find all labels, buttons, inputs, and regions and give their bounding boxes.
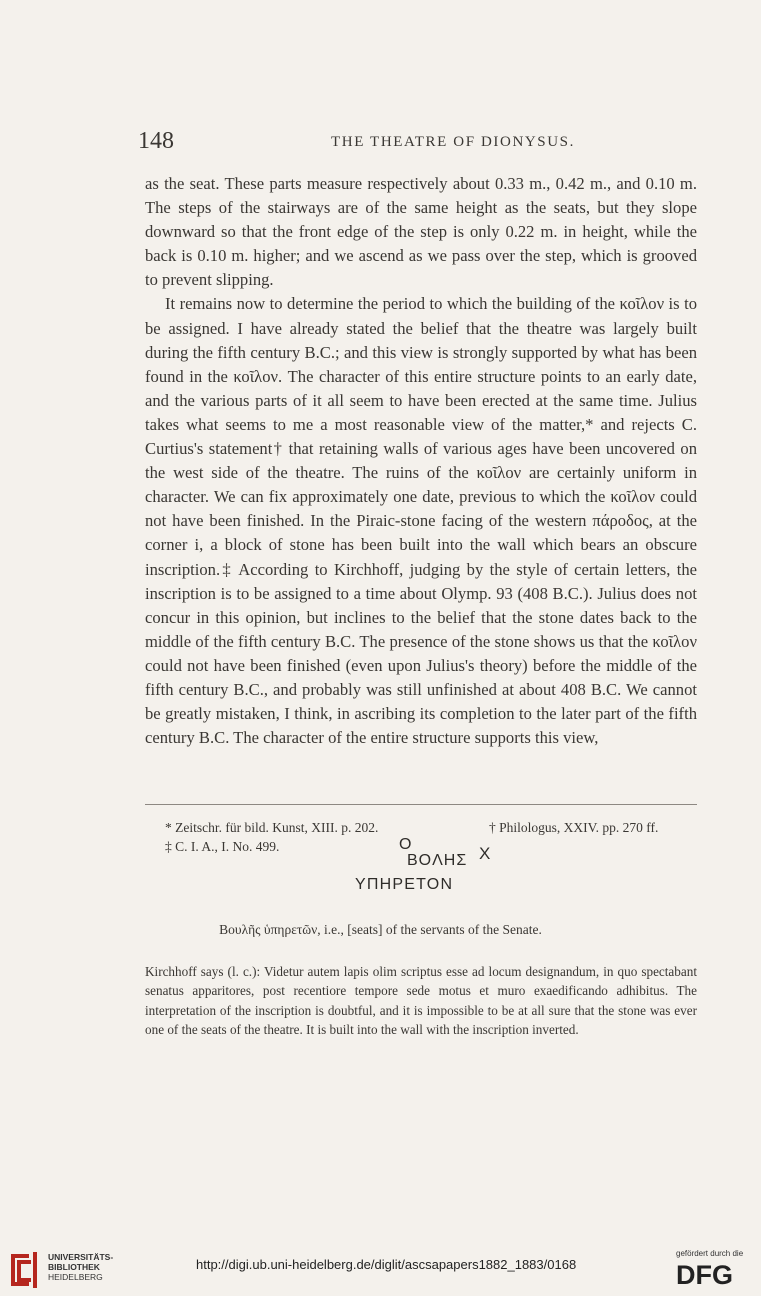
- inscription-mark-o: O: [399, 836, 412, 853]
- running-title: THE THEATRE OF DIONYSUS.: [331, 134, 575, 150]
- main-text: [145, 172, 697, 750]
- library-name-line-1: UNIVERSITÄTS-: [48, 1252, 114, 1262]
- inscription-caption: Βουλῆς ὑπηρετῶν, i.e., [seats] of the servants of the Senate.: [219, 922, 542, 937]
- university-library-name: [48, 1252, 113, 1282]
- paragraph-2: It remains now to determine the period to which the building of the κοῖλον is to be assigned. I have already stated the belief that the theatre was largely built during the fifth century B.C.; and this view is strongly supported by what has been found in the κοῖλον. The character of this entire structure points to an early date, and the various parts of it all seem to have been erected at the same time. Julius takes what seems to me a most reasonable view of the matter,* and rejects C. Curtius's statement† that retaining walls of various ages have been uncovered on the west side of the theatre. The ruins of the κοῖλον are certainly uniform in character. We can fix approximately one date, previous to which the κοῖλον could not have been finished. In the Piraic-stone facing of the western πάροδος, at the corner i, a block of stone has been built into the wall which bears an obscure inscription.‡ According to Kirchhoff, judging by the style of certain letters, the inscription is to be assigned to a time about Olymp. 93 (408 B.C.). Julius does not concur in this opinion, but inclines to the belief that the stone dates back to the middle of the fifth century B.C. The presence of the stone shows us that the κοῖλον could not have been finished (even upon Julius's theory) before the middle of the fifth century B.C., and probably was still unfinished at about 408 B.C. We cannot be greatly mistaken, I think, in ascribing its completion to the later part of the fifth century B.C. The character of the entire structure supports this view,: [145, 294, 697, 748]
- dfg-logo: DFG: [676, 1260, 733, 1290]
- university-library-logo-icon: [8, 1248, 42, 1292]
- inscription-line-2: YΠHPETOΝ: [355, 876, 454, 893]
- kirchhoff-footnote: [145, 962, 697, 1040]
- inscription-line-1: BOΛHΣ: [407, 852, 468, 869]
- permalink-url[interactable]: http://digi.ub.uni-heidelberg.de/diglit/ascsapapers1882_1883/0168: [196, 1257, 577, 1272]
- footnote-philologus: † Philologus, XXIV. pp. 270 ff.: [489, 820, 659, 835]
- footnote-zeitschr: * Zeitschr. für bild. Kunst, XIII. p. 202.: [165, 820, 379, 835]
- library-name-line-2: BIBLIOTHEK: [48, 1262, 100, 1272]
- footnote-divider: [145, 804, 697, 805]
- footnote-row-1: [145, 818, 697, 837]
- library-name-line-3: HEIDELBERG: [48, 1272, 103, 1282]
- digitization-footer: [0, 1244, 761, 1296]
- inscription-drawing: [0, 836, 761, 922]
- page-header: [138, 128, 698, 158]
- footnote-cia: ‡ C. I. A., I. No. 499.: [165, 839, 280, 854]
- page-number: 148: [138, 128, 174, 154]
- funded-by-label: gefördert durch die: [676, 1249, 744, 1258]
- paragraph-1: as the seat. These parts measure respectively about 0.33 m., 0.42 m., and 0.10 m. The steps of the stairways are of the same height as the seats, but they slope downward so that the front edge of the step is only 0.22 m. in height, while the back is 0.10 m. higher; and we ascend as we pass over the step, which is grooved to prevent slipping.: [145, 174, 697, 290]
- kirchhoff-footnote-text: Kirchhoff says (l. c.): Videtur autem lapis olim scriptus esse ad locum designandum, in quo spectabant senatus apparitores, post recentiore tempore sede motus et muro exaedificando adhibitus. The interpretation of the inscription is doubtful, and it is impossible to be at all sure that the stone was ever one of the seats of the theatre. It is built into the wall with the inscription inverted.: [145, 964, 697, 1038]
- inscription-mark-x: X: [479, 844, 491, 863]
